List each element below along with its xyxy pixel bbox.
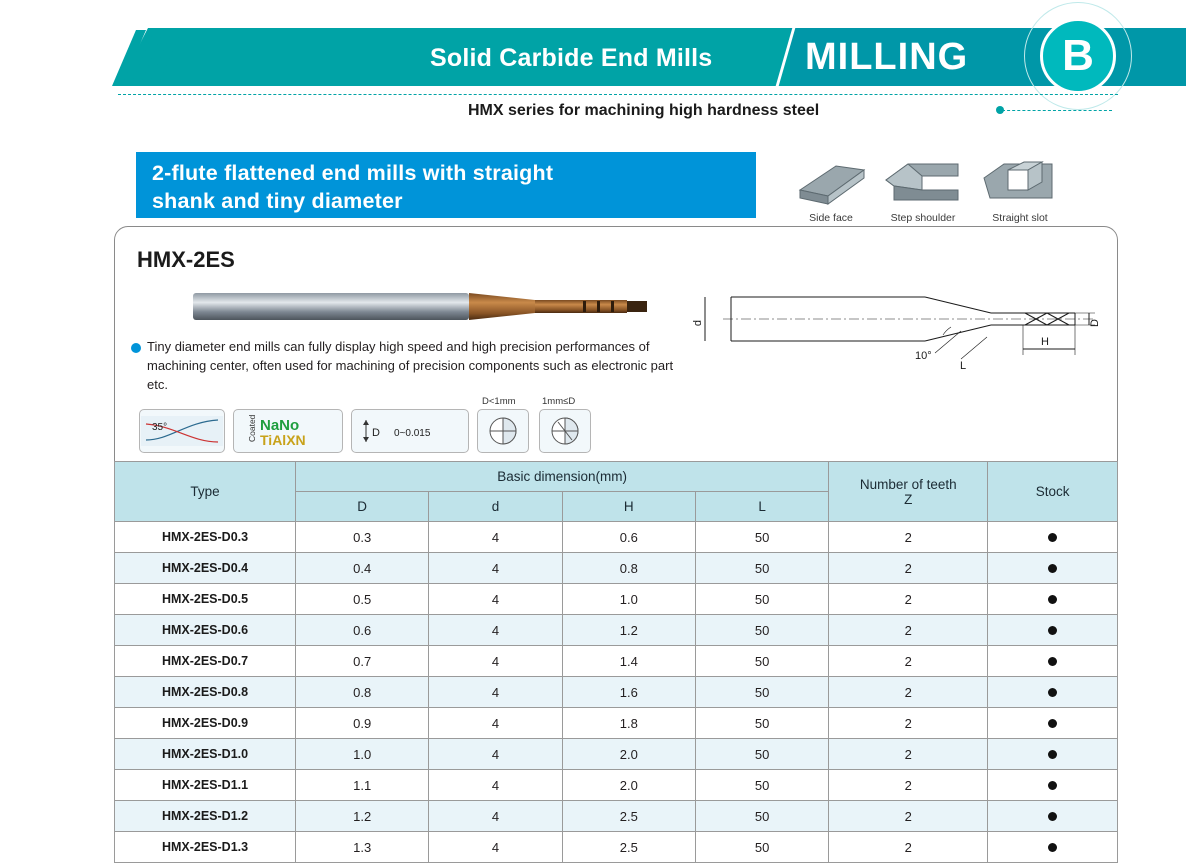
cell-teeth: 2 [829, 646, 988, 677]
tolerance-icon [352, 410, 468, 452]
header-category: MILLING [805, 36, 969, 78]
specification-table [114, 461, 1118, 863]
stock-available-icon [1048, 812, 1057, 821]
cell-D: 0.3 [296, 522, 429, 553]
cell-teeth: 2 [829, 615, 988, 646]
svg-text:D: D [372, 427, 380, 439]
table-header-type: Type [115, 462, 296, 522]
table-header-stock: Stock [988, 462, 1118, 522]
stock-available-icon [1048, 657, 1057, 666]
table-header-L: L [695, 492, 828, 522]
feature-coating [233, 409, 343, 453]
cell-d: 4 [429, 646, 562, 677]
feature-helix-angle [139, 409, 225, 453]
cell-stock [988, 832, 1118, 863]
cell-D: 0.5 [296, 584, 429, 615]
table-row [115, 739, 1118, 770]
stock-available-icon [1048, 533, 1057, 542]
table-header-D: D [296, 492, 429, 522]
cell-L: 50 [695, 646, 828, 677]
cell-L: 50 [695, 708, 828, 739]
cell-L: 50 [695, 553, 828, 584]
svg-text:Coated: Coated [247, 414, 257, 442]
feature-end-geometry-small [477, 396, 529, 453]
helix-angle-icon [140, 410, 224, 452]
coating-icon [234, 410, 342, 452]
table-header-teeth-line2: Z [904, 491, 913, 507]
table-row [115, 832, 1118, 863]
table-row [115, 615, 1118, 646]
cell-d: 4 [429, 615, 562, 646]
cell-H: 2.0 [562, 739, 695, 770]
cell-d: 4 [429, 677, 562, 708]
cell-H: 1.0 [562, 584, 695, 615]
cell-type: HMX-2ES-D1.1 [115, 770, 296, 801]
cell-type: HMX-2ES-D0.9 [115, 708, 296, 739]
table-row [115, 646, 1118, 677]
cell-type: HMX-2ES-D1.3 [115, 832, 296, 863]
stock-available-icon [1048, 719, 1057, 728]
table-header-row-1 [115, 462, 1118, 492]
cell-type: HMX-2ES-D0.3 [115, 522, 296, 553]
end-mill-photo [193, 285, 653, 329]
header-subtitle: HMX series for machining high hardness steel [468, 102, 820, 119]
straight-slot-icon [980, 156, 1060, 208]
drawing-label-H: H [1041, 336, 1049, 348]
cell-D: 0.7 [296, 646, 429, 677]
cell-stock [988, 739, 1118, 770]
cell-D: 1.3 [296, 832, 429, 863]
cell-stock [988, 677, 1118, 708]
table-row [115, 522, 1118, 553]
stock-available-icon [1048, 781, 1057, 790]
cell-H: 0.8 [562, 553, 695, 584]
cell-H: 1.6 [562, 677, 695, 708]
svg-text:0~0.015: 0~0.015 [394, 428, 431, 439]
cell-type: HMX-2ES-D0.7 [115, 646, 296, 677]
cell-L: 50 [695, 801, 828, 832]
table-row [115, 770, 1118, 801]
cell-D: 0.6 [296, 615, 429, 646]
drawing-label-D: D [1089, 319, 1101, 327]
product-description: Tiny diameter end mills can fully display high speed and high precision performances of machining center, often used for machining of precision components such as electronic part etc. [147, 339, 674, 392]
cell-H: 1.8 [562, 708, 695, 739]
cell-type: HMX-2ES-D0.4 [115, 553, 296, 584]
step-shoulder-icon [882, 156, 964, 208]
stock-available-icon [1048, 564, 1057, 573]
cell-d: 4 [429, 801, 562, 832]
table-row [115, 708, 1118, 739]
cell-stock [988, 615, 1118, 646]
cell-L: 50 [695, 615, 828, 646]
cell-D: 1.2 [296, 801, 429, 832]
cell-H: 0.6 [562, 522, 695, 553]
header-dashed-rule [118, 94, 1118, 95]
cell-type: HMX-2ES-D0.5 [115, 584, 296, 615]
end-geometry-large-icon [540, 410, 590, 452]
cell-teeth: 2 [829, 801, 988, 832]
drawing-label-d: d [692, 319, 704, 327]
header-title: Solid Carbide End Mills [430, 44, 713, 72]
product-title-block [136, 152, 756, 218]
stock-available-icon [1048, 595, 1057, 604]
cell-d: 4 [429, 553, 562, 584]
cell-stock [988, 553, 1118, 584]
page-header [0, 0, 1186, 119]
svg-text:35°: 35° [152, 422, 168, 433]
cell-d: 4 [429, 770, 562, 801]
cell-L: 50 [695, 739, 828, 770]
application-side-face [794, 156, 868, 224]
cell-d: 4 [429, 584, 562, 615]
product-title-line1: 2-flute flattened end mills with straight [152, 161, 554, 185]
drawing-label-angle: 10° [915, 350, 932, 362]
cell-teeth: 2 [829, 522, 988, 553]
cell-stock [988, 770, 1118, 801]
header-category-badge: B [1040, 18, 1116, 94]
cell-d: 4 [429, 739, 562, 770]
stock-available-icon [1048, 626, 1057, 635]
cell-L: 50 [695, 770, 828, 801]
product-code: HMX-2ES [137, 247, 235, 272]
stock-available-icon [1048, 750, 1057, 759]
table-header-group-dimension: Basic dimension(mm) [296, 462, 829, 492]
cell-type: HMX-2ES-D0.6 [115, 615, 296, 646]
application-straight-slot [980, 156, 1060, 224]
cell-D: 0.4 [296, 553, 429, 584]
cell-teeth: 2 [829, 677, 988, 708]
feature-badges [129, 396, 609, 459]
cell-stock [988, 584, 1118, 615]
cell-stock [988, 801, 1118, 832]
cell-teeth: 2 [829, 708, 988, 739]
svg-text:TiAlXN: TiAlXN [260, 432, 306, 448]
cell-teeth: 2 [829, 832, 988, 863]
cell-D: 1.1 [296, 770, 429, 801]
cell-stock [988, 522, 1118, 553]
feature-end-geometry-large [539, 396, 591, 453]
header-subtitle-rule [1002, 110, 1112, 111]
stock-available-icon [1048, 688, 1057, 697]
cell-D: 0.9 [296, 708, 429, 739]
cell-teeth: 2 [829, 553, 988, 584]
cell-type: HMX-2ES-D1.0 [115, 739, 296, 770]
cell-D: 1.0 [296, 739, 429, 770]
cell-D: 0.8 [296, 677, 429, 708]
feature-tolerance [351, 409, 469, 453]
cell-H: 2.5 [562, 832, 695, 863]
side-face-icon [794, 156, 868, 208]
table-header-teeth-line1: Number of teeth [859, 476, 957, 492]
cell-H: 1.2 [562, 615, 695, 646]
table-row [115, 677, 1118, 708]
end-geometry-small-icon [478, 410, 528, 452]
feature-end-geometry-small-label: D<1mm [482, 396, 516, 407]
table-header-H: H [562, 492, 695, 522]
decorative-slashes-icon [112, 30, 202, 86]
table-row [115, 801, 1118, 832]
technical-drawing [675, 275, 1105, 395]
table-header-d: d [429, 492, 562, 522]
cell-H: 2.0 [562, 770, 695, 801]
table-row [115, 553, 1118, 584]
description-bullet-icon [131, 343, 141, 353]
application-step-shoulder-label: Step shoulder [890, 212, 956, 224]
cell-stock [988, 646, 1118, 677]
drawing-label-L: L [959, 360, 967, 372]
feature-end-geometry-large-label: 1mm≤D [542, 396, 576, 407]
cell-teeth: 2 [829, 584, 988, 615]
stock-available-icon [1048, 843, 1057, 852]
product-card [114, 226, 1118, 855]
cell-type: HMX-2ES-D1.2 [115, 801, 296, 832]
cell-teeth: 2 [829, 770, 988, 801]
cell-stock [988, 708, 1118, 739]
application-straight-slot-label: Straight slot [992, 212, 1048, 224]
cell-d: 4 [429, 522, 562, 553]
cell-d: 4 [429, 832, 562, 863]
cell-type: HMX-2ES-D0.8 [115, 677, 296, 708]
product-title-line2: shank and tiny diameter [152, 189, 403, 213]
cell-H: 1.4 [562, 646, 695, 677]
cell-H: 2.5 [562, 801, 695, 832]
cell-teeth: 2 [829, 739, 988, 770]
application-step-shoulder [882, 156, 964, 224]
application-icons [790, 150, 1090, 226]
cell-L: 50 [695, 832, 828, 863]
svg-text:NaNo: NaNo [260, 417, 300, 434]
application-side-face-label: Side face [809, 212, 853, 224]
cell-L: 50 [695, 584, 828, 615]
cell-d: 4 [429, 708, 562, 739]
cell-L: 50 [695, 677, 828, 708]
table-header-teeth [829, 462, 988, 522]
cell-L: 50 [695, 522, 828, 553]
table-row [115, 584, 1118, 615]
